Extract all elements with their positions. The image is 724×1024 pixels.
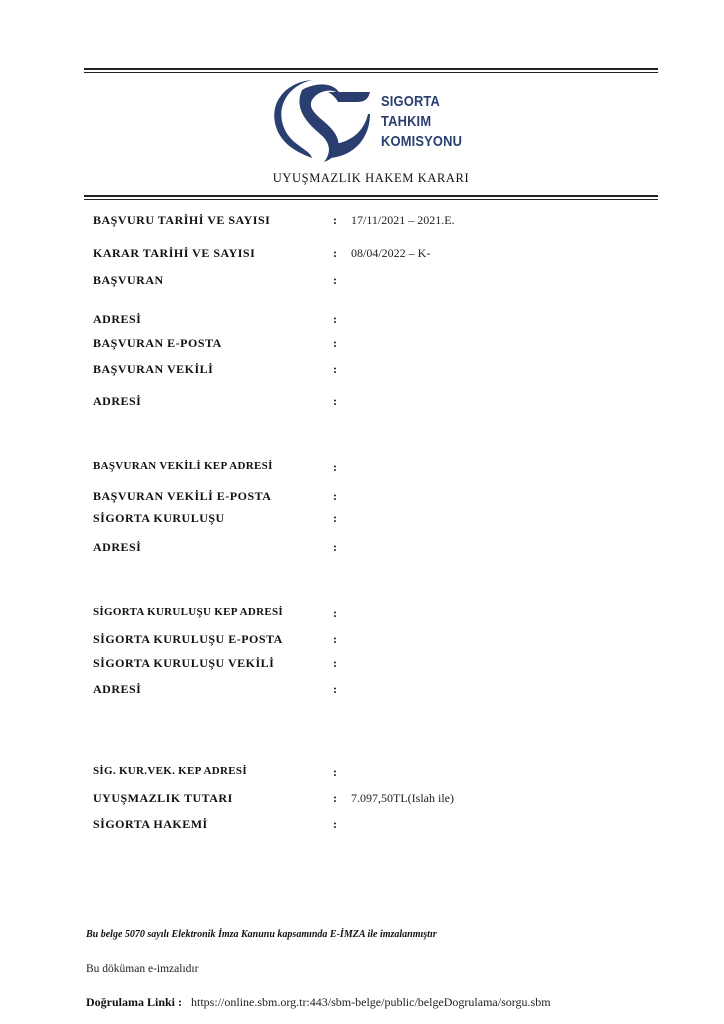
field-colon: : <box>333 540 337 554</box>
field-label: ADRESİ <box>93 540 142 554</box>
field-label: SİGORTA KURULUŞU <box>93 511 225 525</box>
field-value: 7.097,50TL(Islah ile) <box>351 791 454 805</box>
field-label: BAŞVURAN <box>93 273 164 287</box>
field-colon: : <box>333 460 337 474</box>
field-label: ADRESİ <box>93 394 142 408</box>
field-label: KARAR TARİHİ VE SAYISI <box>93 246 256 260</box>
field-label: BAŞVURAN E-POSTA <box>93 336 222 350</box>
field-label: SİGORTA KURULUŞU KEP ADRESİ <box>93 606 283 618</box>
logo-line-1: SIGORTA <box>381 93 441 110</box>
logo-line-3: KOMISYONU <box>381 133 463 150</box>
field-colon: : <box>333 362 337 376</box>
verification-link-row <box>86 995 551 1010</box>
field-label: SİGORTA KURULUŞU VEKİLİ <box>93 656 275 670</box>
logo-swoosh-icon <box>272 74 376 162</box>
verification-link-label: Doğrulama Linki : <box>86 995 183 1009</box>
field-label: ADRESİ <box>93 682 142 696</box>
title-rule-thin <box>84 199 658 200</box>
field-colon: : <box>333 606 337 620</box>
document-title: UYUŞMAZLIK HAKEM KARARI <box>272 171 470 185</box>
field-label: UYUŞMAZLIK TUTARI <box>93 791 233 805</box>
field-label: BAŞVURU TARİHİ VE SAYISI <box>93 213 271 227</box>
verification-link[interactable]: https://online.sbm.org.tr:443/sbm-belge/public/belgeDogrulama/sorgu.sbm <box>191 995 551 1009</box>
field-label: BAŞVURAN VEKİLİ E-POSTA <box>93 489 272 503</box>
top-rule <box>84 68 658 70</box>
field-colon: : <box>333 656 337 670</box>
field-label: BAŞVURAN VEKİLİ <box>93 362 214 376</box>
e-signed-note: Bu döküman e-imzalıdır <box>86 963 199 975</box>
e-signature-statement: Bu belge 5070 sayılı Elektronik İmza Kanunu kapsamında E-İMZA ile imzalanmıştır <box>86 929 437 940</box>
field-colon: : <box>333 273 337 287</box>
field-colon: : <box>333 394 337 408</box>
field-value: 08/04/2022 – K- <box>351 246 431 260</box>
field-colon: : <box>333 489 337 503</box>
field-colon: : <box>333 312 337 326</box>
field-colon: : <box>333 817 337 831</box>
logo-line-2: TAHKIM <box>381 113 432 130</box>
field-label: SİGORTA KURULUŞU E-POSTA <box>93 632 283 646</box>
field-colon: : <box>333 213 337 227</box>
logo-text <box>381 92 475 152</box>
field-label: SİGORTA HAKEMİ <box>93 817 208 831</box>
field-label: BAŞVURAN VEKİLİ KEP ADRESİ <box>93 460 273 472</box>
field-colon: : <box>333 791 337 805</box>
field-colon: : <box>333 246 337 260</box>
field-label: SİG. KUR.VEK. KEP ADRESİ <box>93 765 247 777</box>
field-label: ADRESİ <box>93 312 142 326</box>
field-colon: : <box>333 765 337 779</box>
sigorta-tahkim-logo <box>272 74 472 162</box>
field-colon: : <box>333 336 337 350</box>
field-colon: : <box>333 632 337 646</box>
top-rule-thin <box>84 72 658 73</box>
field-colon: : <box>333 511 337 525</box>
field-colon: : <box>333 682 337 696</box>
title-rule <box>84 195 658 197</box>
field-value: 17/11/2021 – 2021.E. <box>351 213 455 227</box>
